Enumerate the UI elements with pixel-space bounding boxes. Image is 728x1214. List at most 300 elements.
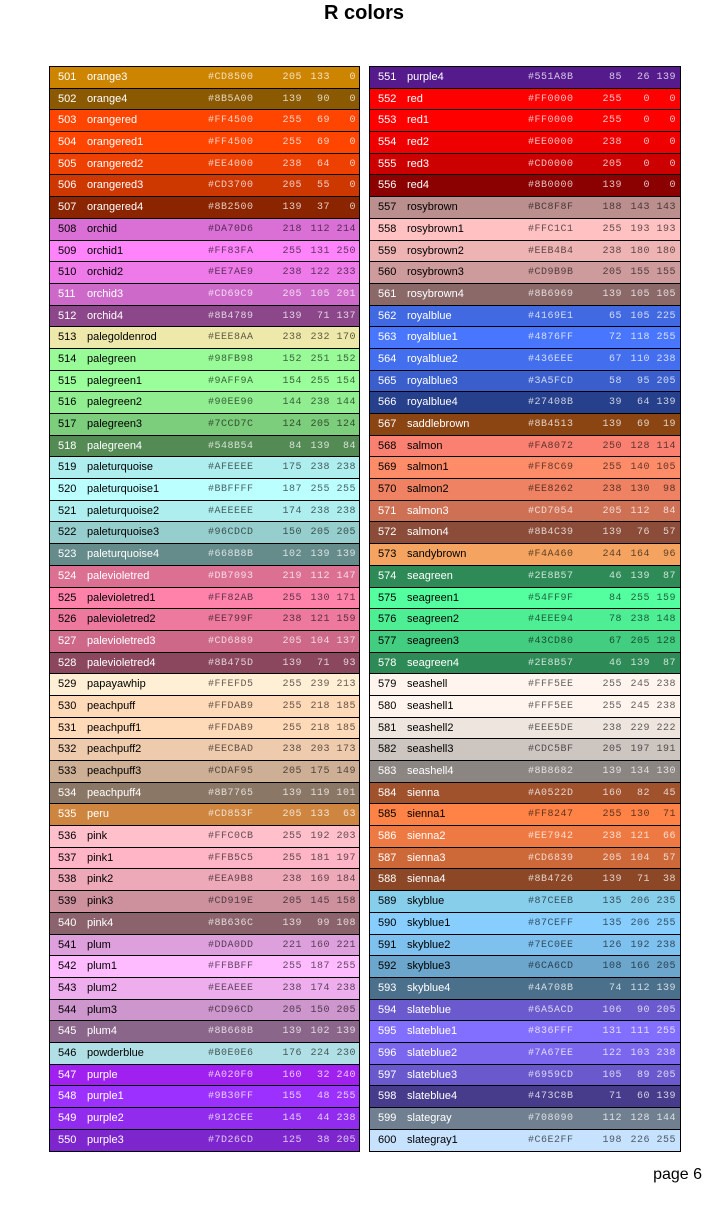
color-hex: #EE4000: [208, 158, 254, 170]
color-row: [370, 631, 680, 653]
color-red-value: 105: [602, 1069, 622, 1081]
color-row: [370, 479, 680, 501]
color-table-right: [369, 66, 681, 1152]
color-blue-value: 184: [336, 874, 356, 886]
color-red-value: 205: [282, 180, 302, 192]
color-green-value: 131: [310, 245, 330, 257]
color-name: salmon1: [407, 461, 449, 474]
color-blue-value: 197: [336, 852, 356, 864]
color-red-value: 255: [282, 115, 302, 127]
color-name: salmon3: [407, 504, 449, 517]
color-number: 512: [58, 309, 77, 322]
color-red-value: 238: [602, 245, 622, 257]
color-name: slategray1: [407, 1133, 458, 1146]
color-number: 574: [378, 569, 397, 582]
color-row: [370, 1086, 680, 1108]
color-number: 526: [58, 613, 77, 626]
color-red-value: 135: [602, 917, 622, 929]
color-green-value: 32: [316, 1069, 330, 1081]
color-row: [370, 110, 680, 132]
color-row: [50, 154, 359, 176]
color-row: [370, 739, 680, 761]
color-hex: #CD6889: [208, 635, 254, 647]
color-row: [370, 566, 680, 588]
color-number: 554: [378, 136, 397, 149]
color-name: paleturquoise: [87, 461, 154, 474]
color-name: red3: [407, 157, 430, 170]
color-blue-value: 0: [349, 93, 356, 105]
color-row: [50, 544, 359, 566]
color-row: [50, 1065, 359, 1087]
color-red-value: 255: [602, 223, 622, 235]
color-hex: #A0522D: [528, 787, 574, 799]
color-hex: #90EE90: [208, 397, 254, 409]
color-row: [370, 219, 680, 241]
color-name: salmon: [407, 439, 443, 452]
color-hex: #7A67EE: [528, 1047, 574, 1059]
color-green-value: 99: [316, 917, 330, 929]
color-red-value: 198: [602, 1134, 622, 1146]
color-green-value: 245: [630, 700, 650, 712]
color-hex: #8B0000: [528, 180, 574, 192]
color-red-value: 238: [282, 982, 302, 994]
color-green-value: 0: [643, 115, 650, 127]
color-red-value: 145: [282, 1113, 302, 1124]
color-row: [50, 457, 359, 479]
color-blue-value: 148: [656, 614, 676, 626]
color-blue-value: 238: [656, 700, 676, 712]
color-red-value: 187: [282, 484, 302, 496]
color-green-value: 203: [310, 744, 330, 756]
color-green-value: 226: [630, 1134, 650, 1146]
color-green-value: 112: [310, 570, 330, 582]
color-red-value: 78: [608, 614, 622, 626]
color-number: 560: [378, 266, 397, 279]
color-row: [50, 739, 359, 761]
color-number: 541: [58, 938, 77, 951]
color-blue-value: 214: [336, 223, 356, 235]
color-name: plum4: [87, 1025, 117, 1038]
color-number: 593: [378, 981, 397, 994]
color-blue-value: 0: [349, 158, 356, 170]
color-number: 533: [58, 765, 77, 777]
color-hex: #7EC0EE: [528, 939, 574, 951]
color-row: [50, 783, 359, 805]
color-blue-value: 255: [336, 961, 356, 973]
color-name: orangered2: [87, 157, 144, 170]
color-green-value: 104: [630, 852, 650, 864]
color-blue-value: 139: [656, 982, 676, 994]
color-red-value: 139: [282, 1026, 302, 1038]
color-row: [50, 132, 359, 154]
color-blue-value: 205: [336, 1004, 356, 1016]
color-name: orangered4: [87, 201, 144, 214]
color-name: palevioletred4: [87, 656, 156, 669]
color-name: purple4: [407, 71, 444, 83]
color-blue-value: 255: [656, 332, 676, 344]
color-hex: #FFDAB9: [208, 722, 254, 734]
color-number: 524: [58, 569, 77, 582]
color-row: [370, 241, 680, 263]
color-row: [370, 913, 680, 935]
color-blue-value: 66: [662, 831, 676, 843]
color-name: orangered: [87, 114, 138, 127]
color-number: 598: [378, 1090, 397, 1103]
color-hex: #4169E1: [528, 310, 574, 322]
color-green-value: 105: [310, 288, 330, 300]
color-red-value: 238: [282, 744, 302, 756]
color-row: [370, 175, 680, 197]
color-name: peachpuff: [87, 699, 136, 712]
color-number: 503: [58, 114, 77, 127]
color-blue-value: 143: [656, 202, 676, 214]
color-green-value: 180: [630, 245, 650, 257]
color-number: 538: [58, 873, 77, 886]
color-green-value: 105: [630, 310, 650, 322]
color-red-value: 205: [602, 852, 622, 864]
color-blue-value: 205: [336, 527, 356, 539]
color-blue-value: 180: [656, 245, 676, 257]
color-table-left: [49, 66, 360, 1152]
color-row: [50, 804, 359, 826]
color-hex: #CDC5BF: [528, 744, 574, 756]
color-green-value: 128: [630, 440, 650, 452]
color-name: orchid3: [87, 287, 124, 300]
color-green-value: 193: [630, 223, 650, 235]
color-red-value: 139: [282, 93, 302, 105]
color-red-value: 112: [602, 1113, 622, 1124]
color-hex: #EE799F: [208, 614, 254, 626]
color-green-value: 71: [316, 657, 330, 669]
color-green-value: 121: [310, 614, 330, 626]
color-row: [50, 1086, 359, 1108]
color-row: [50, 631, 359, 653]
color-blue-value: 193: [656, 223, 676, 235]
color-row: [370, 67, 680, 89]
color-blue-value: 255: [656, 1026, 676, 1038]
color-number: 557: [378, 201, 397, 214]
color-name: seagreen1: [407, 591, 459, 604]
color-number: 550: [58, 1133, 77, 1146]
color-red-value: 102: [282, 549, 302, 561]
color-name: royalblue3: [407, 374, 458, 387]
color-name: paleturquoise4: [87, 548, 160, 561]
color-blue-value: 213: [336, 679, 356, 691]
color-red-value: 58: [608, 375, 622, 387]
color-name: rosybrown1: [407, 222, 464, 235]
color-name: red1: [407, 114, 430, 127]
color-row: [50, 588, 359, 610]
color-hex: #EEAEEE: [208, 982, 254, 994]
color-row: [50, 1043, 359, 1065]
color-name: sienna4: [407, 873, 446, 886]
color-blue-value: 124: [336, 419, 356, 430]
color-hex: #FFF5EE: [528, 679, 574, 691]
color-red-value: 125: [282, 1134, 302, 1146]
color-hex: #9AFF9A: [208, 375, 254, 387]
color-red-value: 205: [602, 505, 622, 517]
color-number: 514: [58, 352, 77, 365]
color-number: 534: [58, 786, 77, 799]
color-name: purple1: [87, 1090, 124, 1103]
color-number: 552: [378, 92, 397, 105]
color-hex: #CD6839: [528, 852, 574, 864]
page-number: page 6: [653, 1166, 702, 1183]
color-name: saddlebrown: [407, 418, 470, 430]
color-blue-value: 152: [336, 353, 356, 365]
color-number: 511: [58, 287, 76, 300]
color-name: seashell4: [407, 765, 454, 777]
color-red-value: 238: [282, 158, 302, 170]
color-blue-value: 101: [336, 787, 356, 799]
color-hex: #836FFF: [528, 1026, 574, 1038]
color-blue-value: 238: [336, 462, 356, 474]
color-hex: #8B6969: [528, 288, 574, 300]
color-blue-value: 250: [336, 245, 356, 257]
color-red-value: 238: [602, 831, 622, 843]
color-name: sandybrown: [407, 548, 467, 561]
color-green-value: 239: [310, 679, 330, 691]
color-hex: #DA70D6: [208, 223, 254, 235]
color-number: 566: [378, 396, 397, 409]
color-name: skyblue1: [407, 916, 451, 929]
color-blue-value: 205: [656, 1004, 676, 1016]
color-row: [50, 241, 359, 263]
color-blue-value: 0: [349, 180, 356, 192]
color-red-value: 205: [602, 267, 622, 279]
color-green-value: 139: [630, 570, 650, 582]
color-hex: #AFEEEE: [208, 462, 254, 474]
color-red-value: 135: [602, 896, 622, 908]
color-blue-value: 130: [656, 766, 676, 777]
color-green-value: 0: [643, 137, 650, 149]
color-blue-value: 230: [336, 1047, 356, 1059]
color-blue-value: 149: [336, 766, 356, 777]
color-name: paleturquoise1: [87, 483, 160, 496]
color-number: 549: [58, 1112, 77, 1124]
color-number: 600: [378, 1133, 397, 1146]
color-number: 583: [378, 765, 397, 777]
color-green-value: 130: [630, 484, 650, 496]
color-red-value: 205: [282, 766, 302, 777]
color-hex: #CD853F: [208, 809, 254, 821]
color-row: [50, 110, 359, 132]
color-green-value: 133: [310, 72, 330, 83]
color-row: [50, 718, 359, 740]
color-row: [50, 978, 359, 1000]
color-name: seagreen: [407, 569, 453, 582]
color-name: peachpuff2: [87, 743, 142, 756]
color-red-value: 205: [602, 158, 622, 170]
color-number: 590: [378, 916, 397, 929]
color-blue-value: 201: [336, 288, 356, 300]
color-number: 592: [378, 960, 397, 973]
color-blue-value: 0: [349, 137, 356, 149]
color-hex: #8B668B: [208, 1026, 254, 1038]
color-blue-value: 139: [656, 72, 676, 83]
color-name: skyblue3: [407, 960, 451, 973]
color-number: 536: [58, 830, 77, 843]
color-row: [370, 718, 680, 740]
color-blue-value: 159: [336, 614, 356, 626]
color-red-value: 126: [602, 939, 622, 951]
color-name: skyblue2: [407, 938, 451, 951]
color-blue-value: 238: [656, 679, 676, 691]
color-blue-value: 139: [656, 1091, 676, 1103]
color-row: [370, 1130, 680, 1152]
color-blue-value: 255: [336, 1091, 356, 1103]
color-green-value: 76: [636, 527, 650, 539]
color-hex: #6959CD: [528, 1069, 574, 1081]
color-row: [370, 262, 680, 284]
color-number: 517: [58, 418, 77, 430]
color-number: 580: [378, 699, 397, 712]
color-hex: #BC8F8F: [528, 202, 574, 214]
color-hex: #87CEEB: [528, 896, 574, 908]
color-number: 523: [58, 548, 77, 561]
color-name: palevioletred1: [87, 591, 156, 604]
color-green-value: 69: [636, 419, 650, 430]
color-name: royalblue4: [407, 396, 458, 409]
color-red-value: 84: [288, 440, 302, 452]
color-hex: #8B5A00: [208, 93, 254, 105]
color-number: 520: [58, 483, 77, 496]
color-number: 543: [58, 981, 77, 994]
color-number: 507: [58, 201, 77, 214]
color-row: [370, 371, 680, 393]
color-blue-value: 144: [336, 397, 356, 409]
color-row: [50, 826, 359, 848]
color-number: 525: [58, 591, 77, 604]
color-number: 595: [378, 1025, 397, 1038]
color-red-value: 205: [282, 1004, 302, 1016]
color-hex: #8B4513: [528, 419, 574, 430]
color-blue-value: 98: [662, 484, 676, 496]
color-green-value: 90: [636, 1004, 650, 1016]
color-red-value: 150: [282, 527, 302, 539]
color-blue-value: 147: [336, 570, 356, 582]
color-green-value: 55: [316, 180, 330, 192]
color-green-value: 139: [630, 657, 650, 669]
color-blue-value: 0: [669, 93, 676, 105]
color-name: paleturquoise3: [87, 526, 160, 539]
color-green-value: 44: [316, 1113, 330, 1124]
color-name: palegreen: [87, 352, 136, 365]
color-hex: #54FF9F: [528, 592, 574, 604]
color-red-value: 46: [608, 657, 622, 669]
color-name: orchid4: [87, 309, 124, 322]
color-green-value: 145: [310, 896, 330, 908]
color-blue-value: 87: [662, 570, 676, 582]
color-green-value: 238: [310, 505, 330, 517]
color-name: red2: [407, 136, 430, 149]
color-number: 581: [378, 721, 397, 734]
color-blue-value: 158: [336, 896, 356, 908]
color-red-value: 65: [608, 310, 622, 322]
color-row: [370, 609, 680, 631]
color-hex: #668B8B: [208, 549, 254, 561]
color-hex: #8B636C: [208, 917, 254, 929]
color-green-value: 251: [310, 353, 330, 365]
color-number: 518: [58, 439, 77, 452]
color-hex: #8B4C39: [528, 527, 574, 539]
color-hex: #AEEEEE: [208, 505, 254, 517]
color-row: [370, 522, 680, 544]
color-green-value: 169: [310, 874, 330, 886]
color-row: [370, 588, 680, 610]
color-name: powderblue: [87, 1046, 144, 1059]
color-blue-value: 173: [336, 744, 356, 756]
color-number: 572: [378, 526, 397, 539]
color-row: [50, 522, 359, 544]
color-blue-value: 171: [336, 592, 356, 604]
color-blue-value: 114: [656, 440, 676, 452]
color-name: rosybrown: [407, 201, 458, 214]
color-red-value: 46: [608, 570, 622, 582]
color-red-value: 238: [282, 332, 302, 344]
color-row: [370, 696, 680, 718]
color-name: orchid2: [87, 266, 124, 279]
color-green-value: 112: [310, 223, 330, 235]
color-number: 562: [378, 309, 397, 322]
color-green-value: 238: [310, 397, 330, 409]
color-hex: #43CD80: [528, 635, 574, 647]
color-green-value: 0: [643, 180, 650, 192]
color-red-value: 175: [282, 462, 302, 474]
color-number: 591: [378, 938, 397, 951]
color-hex: #EEA9B8: [208, 874, 254, 886]
color-green-value: 166: [630, 961, 650, 973]
color-blue-value: 144: [656, 1113, 676, 1124]
color-name: pink4: [87, 916, 114, 929]
color-name: palegreen4: [87, 439, 143, 452]
color-name: sienna: [407, 786, 440, 799]
color-hex: #FFDAB9: [208, 700, 254, 712]
color-red-value: 238: [282, 267, 302, 279]
color-number: 597: [378, 1068, 397, 1081]
color-name: slateblue2: [407, 1046, 458, 1059]
color-row: [50, 414, 359, 436]
color-green-value: 130: [630, 809, 650, 821]
color-blue-value: 87: [662, 657, 676, 669]
color-number: 508: [58, 222, 77, 235]
color-green-value: 71: [636, 874, 650, 886]
color-green-value: 255: [630, 592, 650, 604]
color-red-value: 218: [282, 223, 302, 235]
color-hex: #708090: [528, 1113, 574, 1124]
color-row: [370, 392, 680, 414]
color-number: 501: [58, 71, 77, 83]
color-name: plum3: [87, 1003, 117, 1016]
color-green-value: 118: [630, 332, 650, 344]
color-hex: #912CEE: [208, 1113, 254, 1124]
color-red-value: 255: [282, 245, 302, 257]
color-row: [370, 869, 680, 891]
color-number: 544: [58, 1003, 77, 1016]
color-red-value: 255: [282, 137, 302, 149]
color-blue-value: 96: [662, 549, 676, 561]
color-red-value: 67: [608, 635, 622, 647]
color-green-value: 105: [630, 288, 650, 300]
color-blue-value: 191: [656, 744, 676, 756]
color-green-value: 104: [310, 635, 330, 647]
color-green-value: 64: [636, 397, 650, 409]
color-green-value: 187: [310, 961, 330, 973]
color-blue-value: 93: [342, 657, 356, 669]
color-green-value: 128: [630, 1113, 650, 1124]
color-red-value: 255: [282, 831, 302, 843]
color-name: palegreen1: [87, 374, 143, 387]
